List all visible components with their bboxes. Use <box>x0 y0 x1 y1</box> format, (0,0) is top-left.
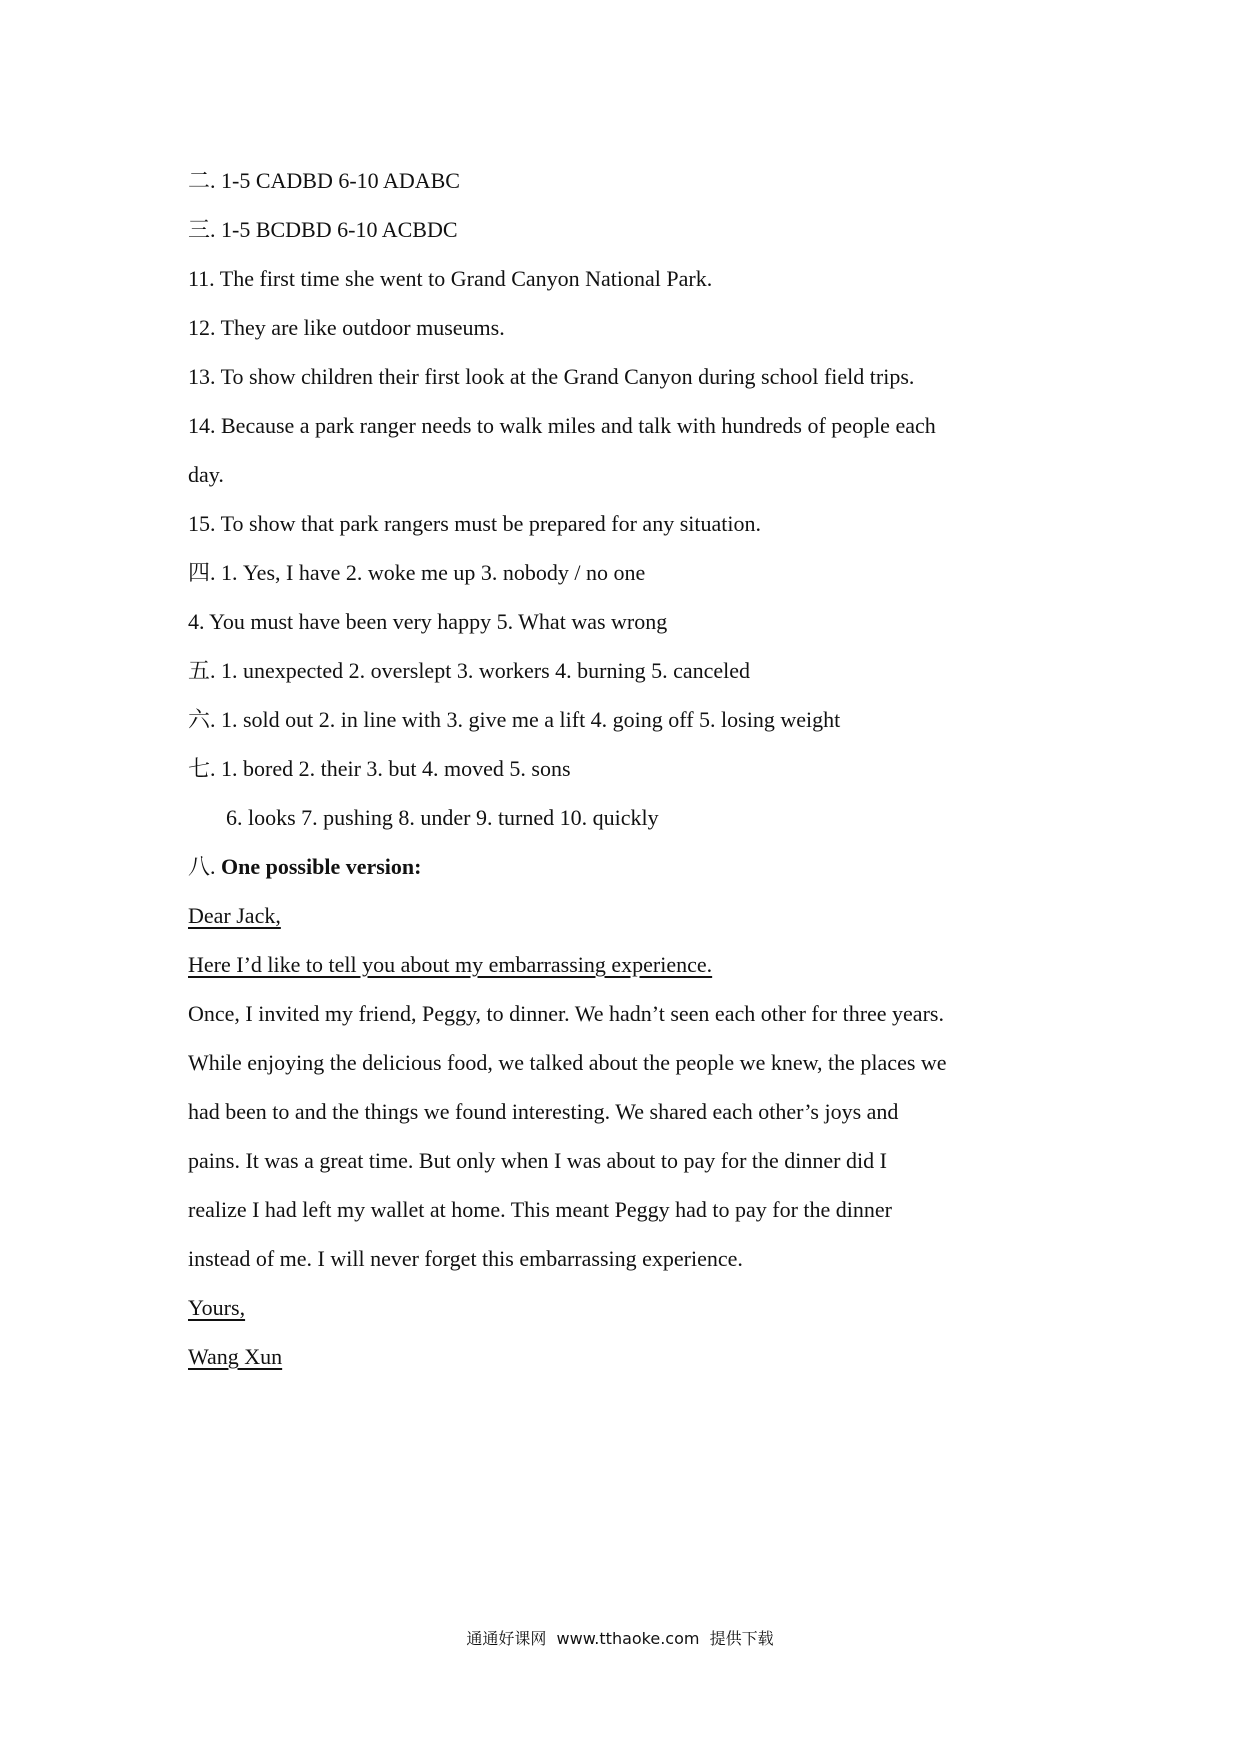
section-3-answers: 三. 1-5 BCDBD 6-10 ACBDC <box>188 217 458 242</box>
letter-body-line-1: Once, I invited my friend, Peggy, to dinner. We hadn’t seen each other for three years. <box>188 1001 944 1026</box>
section-5-answers: 五. 1. unexpected 2. overslept 3. workers 4. burning 5. canceled <box>188 658 751 683</box>
letter-closing-line <box>188 1283 1068 1332</box>
letter-signature: Wang Xun <box>188 1344 283 1369</box>
page-footer: 通通好课网 www.tthaoke.com 提供下载 <box>466 1629 774 1648</box>
section-8-heading-line <box>188 842 1068 891</box>
letter-body-line-2: While enjoying the delicious food, we talked about the people we knew, the places we <box>188 1050 947 1075</box>
answer-key-content <box>188 156 1068 1381</box>
section-4-answers-line-2: 4. You must have been very happy 5. What was wrong <box>188 609 668 634</box>
letter-body-line-6: instead of me. I will never forget this embarrassing experience. <box>188 1246 743 1271</box>
answer-12: 12. They are like outdoor museums. <box>188 315 505 340</box>
section-6-answers: 六. 1. sold out 2. in line with 3. give me a lift 4. going off 5. losing weight <box>188 707 841 732</box>
letter-signature-line <box>188 1332 1068 1381</box>
letter-body-line-4: pains. It was a great time. But only when I was about to pay for the dinner did I <box>188 1148 887 1173</box>
section-7-answers-line-1: 七. 1. bored 2. their 3. but 4. moved 5. sons <box>188 756 571 781</box>
section-7-answers-line-2: 6. looks 7. pushing 8. under 9. turned 10. quickly <box>226 805 659 830</box>
letter-body-line-3: had been to and the things we found interesting. We shared each other’s joys and <box>188 1099 899 1124</box>
section-2-answers: 二. 1-5 CADBD 6-10 ADABC <box>188 168 460 193</box>
letter-intro: Here I’d like to tell you about my embarrassing experience. <box>188 952 713 977</box>
letter-body-line-5: realize I had left my wallet at home. This meant Peggy had to pay for the dinner <box>188 1197 892 1222</box>
answer-14-line-2: day. <box>188 462 224 487</box>
answer-14-line-1: 14. Because a park ranger needs to walk miles and talk with hundreds of people each <box>188 413 936 438</box>
answer-13: 13. To show children their first look at the Grand Canyon during school field trips. <box>188 364 915 389</box>
letter-greeting: Dear Jack, <box>188 903 281 928</box>
answer-15: 15. To show that park rangers must be prepared for any situation. <box>188 511 761 536</box>
letter-intro-line <box>188 940 1068 989</box>
letter-greeting-line <box>188 891 1068 940</box>
answer-11: 11. The first time she went to Grand Canyon National Park. <box>188 266 713 291</box>
section-8-heading: One possible version: <box>221 854 422 879</box>
section-8-prefix: 八. <box>188 854 222 879</box>
section-4-answers-line-1: 四. 1. Yes, I have 2. woke me up 3. nobody / no one <box>188 560 646 585</box>
letter-closing: Yours, <box>188 1295 246 1320</box>
